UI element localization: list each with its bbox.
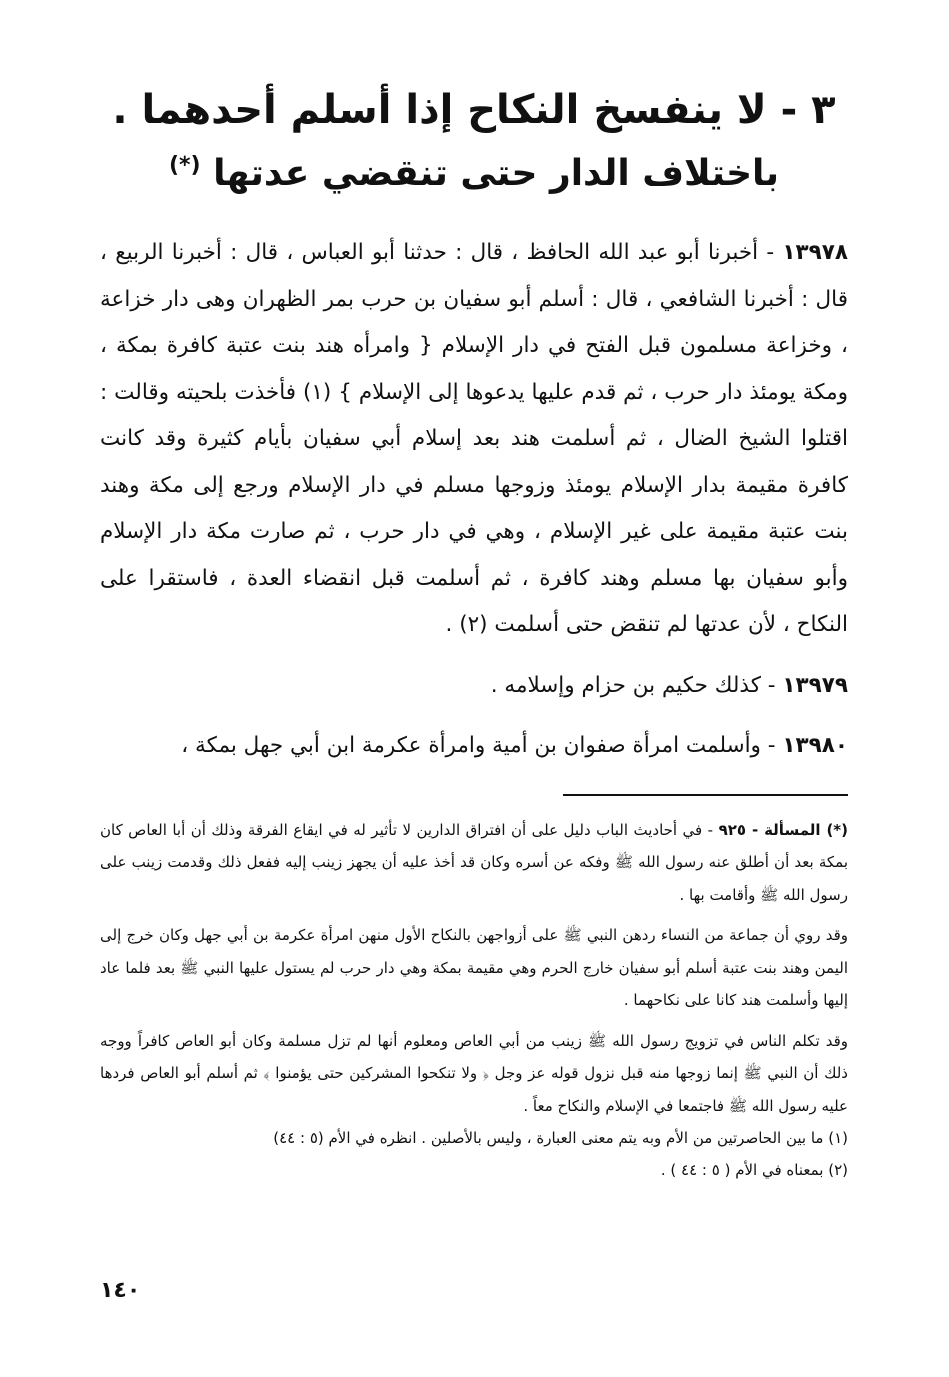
section-subtitle: [100, 136, 848, 204]
page-number-row: [100, 1278, 848, 1303]
section-title: ٣ - لا ينفسخ النكاح إذا أسلم أحدهما .: [112, 87, 836, 133]
hadith-13978: [100, 230, 848, 649]
section-subtitle-text: باختلاف الدار حتى تنقضي عدتها: [213, 153, 780, 194]
footnote-divider: [563, 794, 848, 796]
main-text: [100, 230, 848, 770]
note-paragraph-2: وقد روي أن جماعة من النساء ردهن النبي ﷺ على أزواجهن بالنكاح الأول منهن امرأة عكرمة بن أبي جهل وكان خرج إلى اليمن وهند بنت عتبة أسلم أبو سفيان خارج الحرم وهي مقيمة بمكة وهي دار حرب لم يستول عليها النبي ﷺ بعد فلما عاد إليها وأسلمت هند كانا على نكاحهما .: [100, 926, 848, 1009]
hadith-number: ١٣٩٨٠: [782, 733, 848, 758]
hadith-text: - أخبرنا أبو عبد الله الحافظ ، قال : حدثنا أبو العباس ، قال : أخبرنا الربيع ، قال : أخبرنا الشافعي ، قال : أسلم أبو سفيان بن حرب بمر الظهران وهى دار خزاعة ، وخزاعة مسلمون قبل الفتح في دار الإسلام { وامرأه هند بنت عتبة كافرة بمكة ، ومكة يومئذ دار حرب ، ثم قدم عليها يدعوها إلى الإسلام } (١) فأخذت بلحيته وقالت : اقتلوا الشيخ الضال ، ثم أسلمت هند بعد إسلام أبي سفيان بأيام كثيرة وقد كانت كافرة مقيمة بدار الإسلام يومئذ وزوجها مسلم في دار الإسلام ورجع إلى مكة وهند بنت عتبة مقيمة على غير الإسلام ، وهي في دار حرب ، ثم صارت مكة دار الإسلام وأبو سفيان بها مسلم وهند كافرة ، ثم أسلمت قبل انقضاء العدة ، فاستقرا على النكاح ، لأن عدتها لم تنقض حتى أسلمت (٢) .: [100, 240, 849, 637]
note-masala-label: (*) المسألة - ٩٢٥: [718, 820, 849, 839]
hadith-13979: [100, 663, 848, 710]
footnote-2: (٢) بمعناه في الأم ( ٥ : ٤٤ ) .: [660, 1161, 848, 1179]
hadith-number: ١٣٩٧٩: [782, 672, 848, 698]
hadith-text: - وأسلمت امرأة صفوان بن أمية وامرأة عكرمة ابن أبي جهل بمكة ،: [181, 733, 783, 758]
note-masala: [100, 814, 848, 912]
footnote-1: (١) ما بين الحاصرتين من الأم وبه يتم معنى العبارة ، وليس بالأصلين . انظره في الأم (٥ : ٤٤): [273, 1129, 848, 1147]
note-masala-text: - في أحاديث الباب دليل على أن افتراق الدارين لا تأثير له في ايقاع الفرقة وذلك أن أبا العاص كان بمكة بعد أن أطلق عنه رسول الله ﷺ وفكه عن أسره وكان قد أخذ عليه أن يجهز زينب إليه ففعل ذلك وقدمت زينب على رسول الله ﷺ وأقامت بها .: [100, 820, 848, 904]
footnote-star-mark: (*): [168, 153, 201, 178]
footnotes: [100, 814, 848, 1187]
hadith-number: ١٣٩٧٨: [782, 240, 848, 265]
page-number: ١٤٠: [100, 1278, 141, 1303]
note-paragraph-3: وقد تكلم الناس في تزويج رسول الله ﷺ زينب من أبي العاص ومعلوم أنها لم تزل مسلمة وكان أبو العاص كافراً ووجه ذلك أن النبي ﷺ إنما زوجها منه قبل نزول قوله عز وجل ﴿ ولا تنكحوا المشركين حتى يؤمنوا ﴾ ثم أسلم أبو العاص فردها عليه رسول الله ﷺ فاجتمعا في الإسلام والنكاح معاً .: [100, 1031, 848, 1115]
page: [100, 80, 848, 1186]
hadith-text: - كذلك حكيم بن حزام وإسلامه .: [490, 672, 783, 698]
hadith-13980: [100, 723, 848, 770]
